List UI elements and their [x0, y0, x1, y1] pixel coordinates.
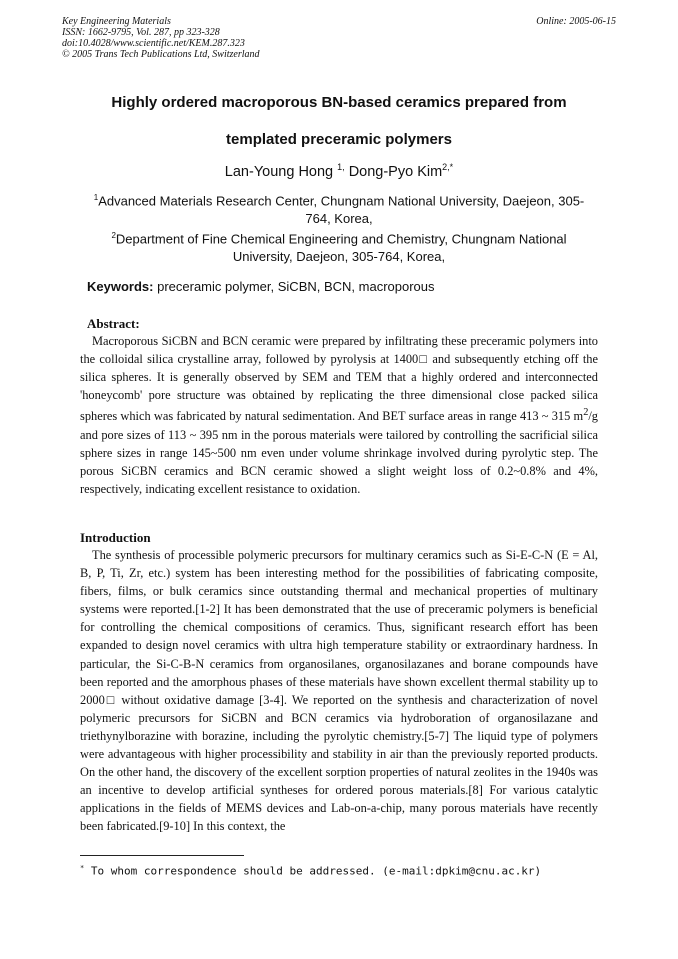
paper-title — [62, 84, 616, 158]
author-2: Dong-Pyo Kim — [348, 163, 443, 180]
online-date: Online: 2005-06-15 — [536, 16, 616, 27]
abstract-text-2: /g and pore sizes of 113 ~ 395 nm in the porous materials were tailored by controlling the sacrificial silica sphere sizes in range 145~500 nm even under volume shrinkage involved during pyrolytic step. The porous SiCBN ceramics and BCN ceramic showed a slight weight loss of 0.2~0.8% and 4%, respectively, indicating excellent resistance to oxidation. — [80, 409, 598, 496]
author-1: Lan-Young Hong — [224, 163, 334, 180]
paper-title-line-2: templated preceramic polymers — [226, 131, 452, 148]
journal-name: Key Engineering Materials — [62, 16, 171, 27]
affiliation-2-mark: 2 — [111, 231, 116, 241]
affiliations — [90, 189, 588, 266]
introduction-body: The synthesis of processible polymeric precursors for multinary ceramics such as Si-E-C-N (E = Al, B, P, Ti, Zr, etc.) system has been interesting method for the possibilities of fabricating composite, fibers, films, or bulk ceramics since outstanding thermal and mechanical properties of multinary systems were reported.[1-2] It has been demonstrated that the use of preceramic polymers is beneficial for controlling the chemical compositions of ceramics. Thus, significant research effort has been expanded to design novel ceramics with ultra high temperature stability or extraordinary hardness. In particular, the Si-C-B-N ceramics from organosilanes, organosilazanes and borane compounds have been reported and the amorphous phases of these materials have shown excellent thermal stability up to 2000□ without oxidative damage [3-4]. We reported on the synthesis and characterization of novel polymeric precursors for SiCBN and BCN ceramics via hydroboration of organosilazane and triethynylborazine with borazine, including the pyrolytic chemistry.[5-7] The liquid type of polymers were advantageous with higher processibility and stability in air than the previously reported products. On the other hand, the discovery of the excellent sorption properties of natural zeolites in the 1940s was an incentive to develop artificial syntheses for ordered porous materials.[8] For various catalytic applications in the fields of MEMS devices and Lab-on-a-chip, many porous materials have recently been fabricated.[9-10] In this context, the — [80, 548, 598, 834]
introduction-heading: Introduction — [80, 530, 151, 545]
affiliation-1-mark: 1 — [93, 193, 99, 202]
journal-issn: ISSN: 1662-9795, Vol. 287, pp 323-328 — [62, 27, 220, 38]
keywords-text: preceramic polymer, SiCBN, BCN, macroporous — [157, 279, 435, 294]
journal-copyright: © 2005 Trans Tech Publications Ltd, Switzerland — [62, 49, 260, 60]
footnote-mark: * — [80, 864, 85, 872]
affiliation-1 — [90, 189, 588, 227]
journal-doi: doi:10.4028/www.scientific.net/KEM.287.323 — [62, 38, 245, 49]
affiliation-2 — [90, 227, 588, 265]
author-2-mark: 2,* — [442, 162, 454, 172]
author-list — [62, 158, 616, 181]
affiliation-2-text: Department of Fine Chemical Engineering and Chemistry, Chungnam National University, Daejeon, 305-764, Korea, — [115, 231, 567, 265]
footnote — [80, 861, 598, 879]
abstract-text-1: Macroporous SiCBN and BCN ceramic were prepared by infiltrating these preceramic polymers into the colloidal silica crystalline array, followed by pyrolysis at 1400□ and subsequently etching off the silica spheres. It is generally observed by SEM and TEM that a highly ordered and interconnected 'honeycomb' pore structure was obtained by replicating the three dimensional close packed silica spheres which was fabricated by natural sedimentation. And BET surface areas in range 413 ~ 315 m — [80, 334, 598, 424]
keywords-label: Keywords: — [87, 279, 154, 294]
footnote-text: To whom correspondence should be addressed. (e-mail:dpkim@cnu.ac.kr) — [90, 864, 542, 878]
journal-header — [62, 16, 616, 60]
author-1-mark: 1, — [337, 162, 345, 172]
paper-title-line-1: Highly ordered macroporous BN-based ceramics prepared from — [111, 94, 567, 111]
keywords-line — [87, 278, 435, 295]
footnote-rule — [80, 855, 244, 856]
abstract-body — [80, 332, 598, 498]
abstract-heading: Abstract: — [87, 316, 140, 331]
abstract-superscript: 2 — [583, 407, 589, 419]
affiliation-1-text: Advanced Materials Research Center, Chungnam National University, Daejeon, 305-764, Korea, — [98, 193, 585, 226]
